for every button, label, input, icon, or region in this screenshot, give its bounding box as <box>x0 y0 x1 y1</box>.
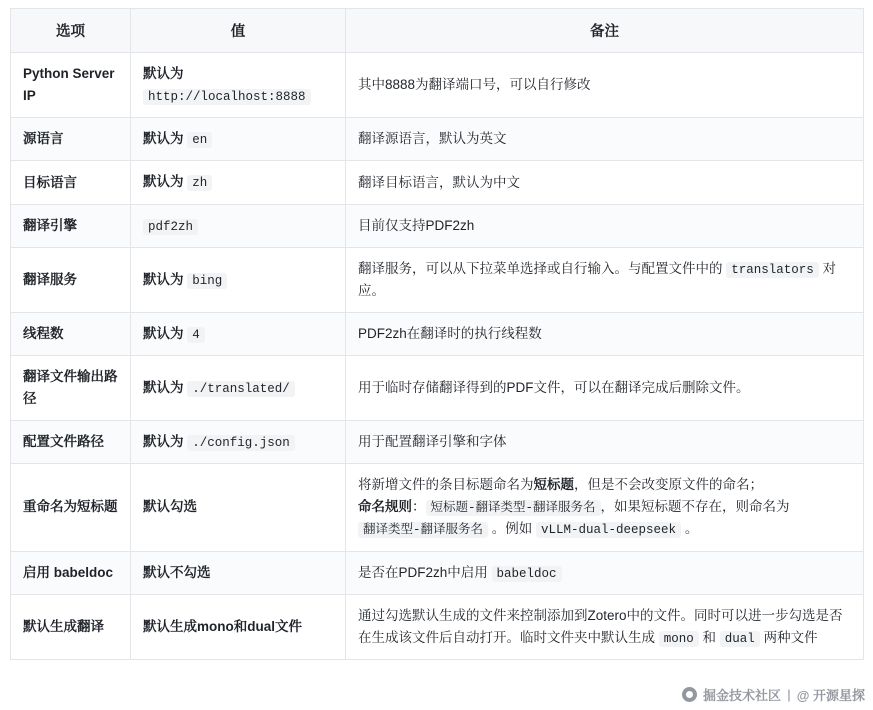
note-code: translators <box>726 262 819 278</box>
cell-note <box>346 53 864 118</box>
note-text: ，但是不会改变原文件的命名； <box>574 477 763 493</box>
value-prefix: 默认为 <box>143 379 184 395</box>
note-code: vLLM-dual-deepseek <box>536 522 681 538</box>
cell-value <box>131 551 346 594</box>
cell-value <box>131 356 346 421</box>
cell-option: 翻译服务 <box>11 247 131 312</box>
cell-option: 重命名为短标题 <box>11 464 131 551</box>
note-bold: 命名规则 <box>358 499 412 515</box>
cell-value <box>131 312 346 355</box>
note-code: 翻译类型-翻译服务名 <box>358 522 488 538</box>
note-code: dual <box>720 631 760 647</box>
cell-option: 默认生成翻译 <box>11 594 131 659</box>
value-code: http://localhost:8888 <box>143 89 311 105</box>
value-code: ./config.json <box>187 435 295 451</box>
value-code: bing <box>187 273 227 289</box>
cell-note <box>346 161 864 204</box>
watermark <box>682 685 865 704</box>
note-text: PDF2zh在翻译时的执行线程数 <box>358 326 542 342</box>
cell-option: 翻译引擎 <box>11 204 131 247</box>
note-code: mono <box>659 631 699 647</box>
note-text: ，如果短标题不存在，则命名为 <box>600 499 790 515</box>
cell-note <box>346 420 864 463</box>
value-prefix: 默认为 <box>143 174 184 190</box>
note-code: 短标题-翻译类型-翻译服务名 <box>426 500 601 516</box>
note-code: babeldoc <box>492 566 562 582</box>
note-text: 翻译源语言，默认为英文 <box>358 131 507 147</box>
cell-value <box>131 118 346 161</box>
column-header-option: 选项 <box>11 9 131 53</box>
note-text: 和 <box>698 629 720 645</box>
value-code: pdf2zh <box>143 219 198 235</box>
watermark-right-text: @ 开源星探 <box>796 688 865 703</box>
options-table <box>10 8 864 660</box>
table-row <box>11 53 864 118</box>
note-text: 用于配置翻译引擎和字体 <box>358 434 507 450</box>
note-text: 将新增文件的条目标题命名为 <box>358 477 534 493</box>
value-prefix: 默认不勾选 <box>143 564 211 580</box>
note-text: 是否在PDF2zh中启用 <box>358 564 492 580</box>
note-text: 用于临时存储翻译得到的PDF文件，可以在翻译完成后删除文件。 <box>358 380 750 396</box>
table-row <box>11 464 864 551</box>
table-header-row <box>11 9 864 53</box>
cell-option: 配置文件路径 <box>11 420 131 463</box>
value-code: en <box>187 132 212 148</box>
value-prefix: 默认为 <box>143 325 184 341</box>
value-code: ./translated/ <box>187 381 295 397</box>
cell-note <box>346 247 864 312</box>
cell-note <box>346 551 864 594</box>
column-header-note: 备注 <box>346 9 864 53</box>
table-row <box>11 551 864 594</box>
value-prefix: 默认为 <box>143 433 184 449</box>
cell-value <box>131 464 346 551</box>
note-text: ： <box>412 499 426 515</box>
value-prefix: 默认勾选 <box>143 499 197 515</box>
table-body <box>11 53 864 660</box>
cell-option: 线程数 <box>11 312 131 355</box>
cell-note <box>346 594 864 659</box>
column-header-value: 值 <box>131 9 346 53</box>
cell-note <box>346 356 864 421</box>
table-row <box>11 594 864 659</box>
note-text: 。例如 <box>488 521 537 537</box>
note-text: 两种文件 <box>759 629 818 645</box>
cell-note <box>346 118 864 161</box>
cell-note <box>346 464 864 551</box>
cell-option: 源语言 <box>11 118 131 161</box>
note-text: 目前仅支持PDF2zh <box>358 217 475 233</box>
value-prefix: 默认为 <box>143 66 184 81</box>
cell-option: 启用 babeldoc <box>11 551 131 594</box>
note-bold: 短标题 <box>533 477 574 493</box>
table-row <box>11 118 864 161</box>
table-row <box>11 161 864 204</box>
cell-note <box>346 204 864 247</box>
note-text: 对应。 <box>358 260 837 299</box>
cell-value <box>131 204 346 247</box>
note-text: 其中8888为翻译端口号，可以自行修改 <box>358 77 591 93</box>
cell-value <box>131 594 346 659</box>
cell-option: 目标语言 <box>11 161 131 204</box>
table-row <box>11 312 864 355</box>
table-row <box>11 204 864 247</box>
watermark-separator: | <box>787 687 791 702</box>
note-text: 翻译目标语言，默认为中文 <box>358 174 520 190</box>
value-code: zh <box>187 175 212 191</box>
value-prefix: 默认为 <box>143 271 184 287</box>
note-text: 。 <box>681 521 699 537</box>
watermark-logo-icon <box>682 687 697 702</box>
cell-value <box>131 247 346 312</box>
table-row <box>11 247 864 312</box>
cell-value <box>131 161 346 204</box>
cell-value <box>131 420 346 463</box>
cell-value <box>131 53 346 118</box>
value-prefix: 默认生成mono和dual文件 <box>143 618 302 634</box>
cell-option: 翻译文件输出路径 <box>11 356 131 421</box>
table-row <box>11 356 864 421</box>
value-code: 4 <box>187 327 205 343</box>
note-text: 通过勾选默认生成的文件来控制添加到Zotero中的文件。同时可以进一步勾选是否在生成该文件后自动打开。临时文件夹中默认生成 <box>358 607 843 645</box>
cell-note <box>346 312 864 355</box>
note-text: 翻译服务，可以从下拉菜单选择或自行输入。与配置文件中的 <box>358 260 727 276</box>
cell-option: Python Server IP <box>11 53 131 118</box>
watermark-left-text: 掘金技术社区 <box>703 688 782 703</box>
table-row <box>11 420 864 463</box>
value-prefix: 默认为 <box>143 131 184 147</box>
